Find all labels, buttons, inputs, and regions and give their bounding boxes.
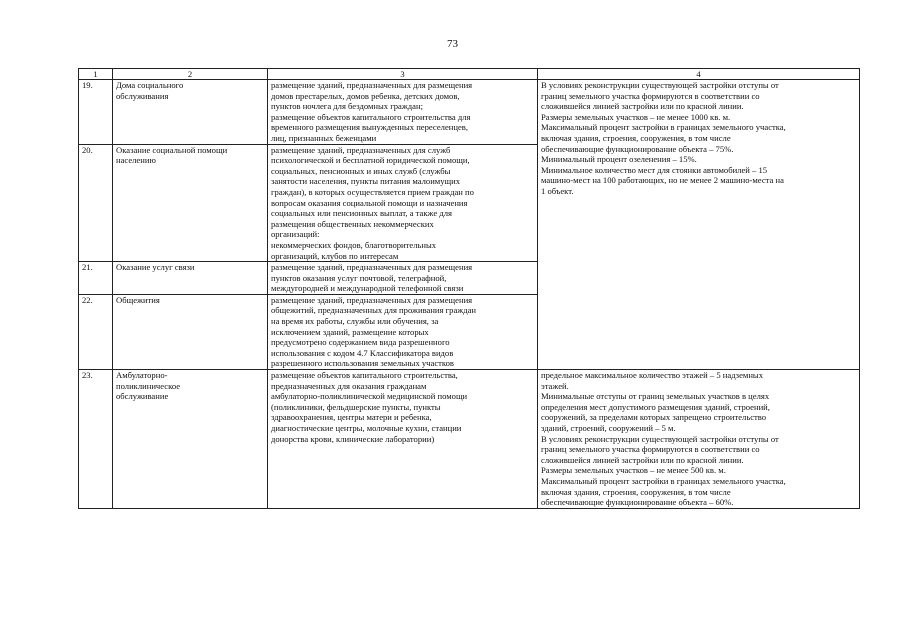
- parameter-paragraph: Размеры земельных участков – не менее 500 кв. м.: [541, 465, 726, 476]
- parameter-paragraph: Максимальный процент застройки в границах земельного участка, включая здания, строения, сооружения, в том числе обеспечивающие функционирование объекта – 60%.: [541, 475, 786, 508]
- land-use-description: размещение зданий, предназначенных для размещения домов престарелых, домов ребенка, детских домов, пунктов ночлега для бездомных граждан; размещение объектов капитального строительства для временного размещения вынужденных переселенцев, лиц, признанных беженцами: [268, 80, 538, 145]
- parameter-paragraph: Размеры земельных участков – не менее 1000 кв. м.: [541, 111, 731, 122]
- land-use-description: размещение объектов капитального строительства, предназначенных для оказания гражданам амбулаторно-поликлинической медицинской помощи (поликлиники, фельдшерские пункты, пункты здравоохранения, центры матери и ребенка, диагностические центры, молочные кухни, станции донорства крови, клинические лаборатории): [268, 370, 538, 509]
- parameter-paragraph: В условиях реконструкции существующей застройки отступы от границ земельного участка формируются в соответствии со сложившейся линией застройки или по красной линии.: [541, 80, 779, 112]
- row-number: 21.: [79, 262, 113, 295]
- column-header-number: 1: [79, 69, 113, 80]
- column-header-name: 2: [113, 69, 268, 80]
- land-use-name: Оказание социальной помощи населению: [113, 144, 268, 262]
- row-number: 19.: [79, 80, 113, 145]
- page-number: 73: [447, 38, 458, 50]
- parameter-paragraph: Максимальный процент застройки в границах земельного участка, включая здания, строения, сооружения, в том числе обеспечивающие функционирование объекта – 75%.: [541, 122, 786, 154]
- row-number: 23.: [79, 370, 113, 509]
- column-header-use: 3: [268, 69, 538, 80]
- land-use-name: Оказание услуг связи: [113, 262, 268, 295]
- parameters-cell-19-22: [538, 80, 860, 370]
- parameter-paragraph: Минимальные отступы от границ земельных участков в целях определения мест допустимого размещения зданий, строений, сооружений, за пределами которых запрещено строительство зданий, строений, сооружений – 5 м.: [541, 391, 770, 433]
- parameter-paragraph: предельное максимальное количество этажей – 5 надземных этажей.: [541, 370, 763, 391]
- land-use-description: размещение зданий, предназначенных для служб психологической и бесплатной юридической помощи, социальных, пенсионных и иных служб (службы занятости населения, пункты питания малоимущих граждан), в которых осуществляется прием граждан по вопросам оказания социальной помощи и назначения социальных или пенсионных выплат, а также для размещения общественных некоммерческих организаций: некоммерческих фондов, благотворительных организаций, клубов по интересам: [268, 144, 538, 262]
- parameters-cell-23: [538, 370, 860, 509]
- parameter-paragraph: Минимальное количество мест для стоянки автомобилей – 15 машино-мест на 100 работающих, но не менее 2 машино-места на 1 объект.: [541, 164, 784, 196]
- parameter-paragraph: Минимальный процент озеленения – 15%.: [541, 154, 697, 165]
- land-use-name: Дома социального обслуживания: [113, 80, 268, 145]
- row-number: 20.: [79, 144, 113, 262]
- land-use-name: Общежития: [113, 294, 268, 369]
- column-header-row: [79, 69, 860, 80]
- column-header-params: 4: [538, 69, 860, 80]
- table-row: [79, 80, 860, 145]
- land-use-table: [78, 68, 860, 509]
- parameter-paragraph: В условиях реконструкции существующей застройки отступы от границ земельного участка формируются в соответствии со сложившейся линией застройки или по красной линии.: [541, 433, 779, 465]
- table-row: [79, 370, 860, 509]
- land-use-name: Амбулаторно- поликлиническое обслуживание: [113, 370, 268, 509]
- land-use-description: размещение зданий, предназначенных для размещения пунктов оказания услуг почтовой, телеграфной, междугородней и международной телефонной связи: [268, 262, 538, 295]
- row-number: 22.: [79, 294, 113, 369]
- land-use-description: размещение зданий, предназначенных для размещения общежитий, предназначенных для проживания граждан на время их работы, службы или обучения, за исключением зданий, размещение которых предусмотрено содержанием вида разрешенного использования с кодом 4.7 Классификатора видов разрешенного использования земельных участков: [268, 294, 538, 369]
